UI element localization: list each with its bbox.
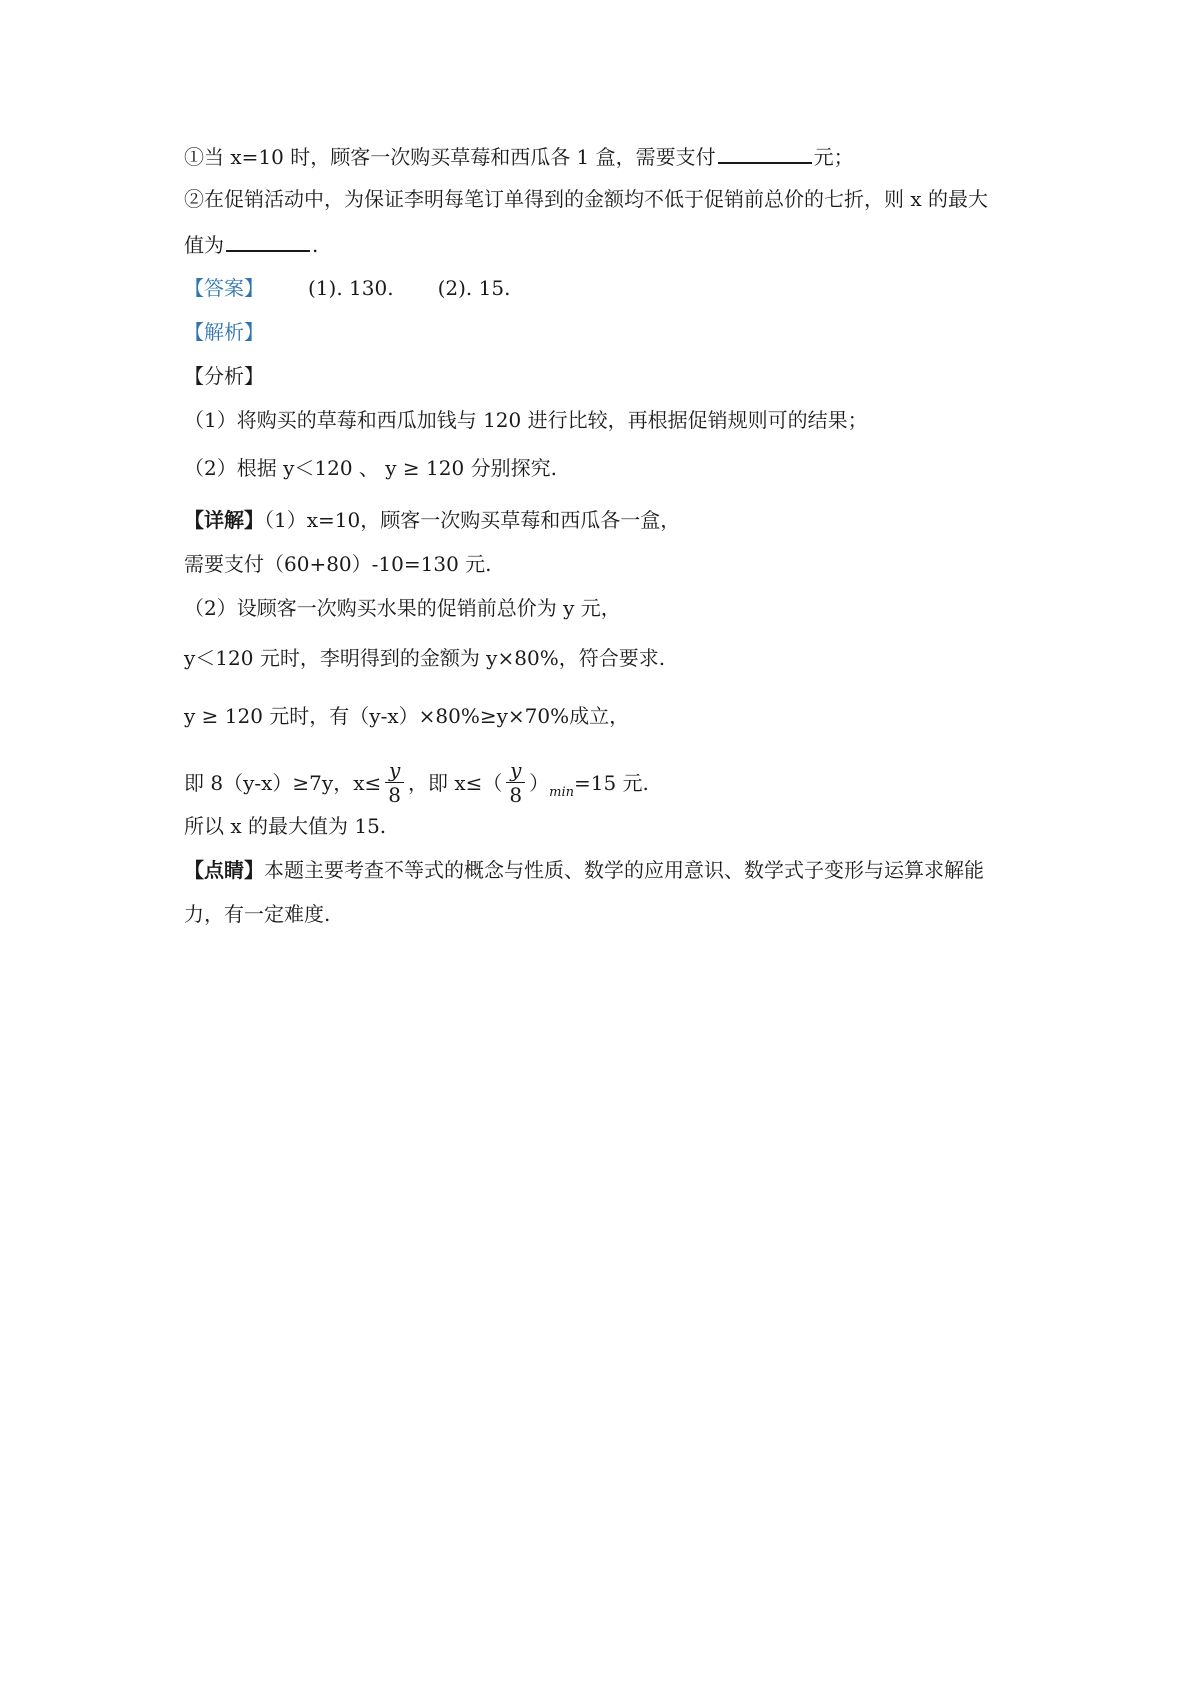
question-part-2: ②在促销活动中，为保证李明每笔订单得到的金额均不低于促销前总价的七折，则 x 的最大 [184, 187, 988, 211]
detail-line-1 [184, 506, 680, 534]
fraction-denominator-2: 8 [509, 783, 523, 807]
detail-line-6-a: 即 8（y-x）≥7y，x≤ [184, 771, 382, 795]
detail-line-6 [184, 760, 649, 809]
dianjing-line-1-text: 本题主要考查不等式的概念与性质、数学的应用意识、数学式子变形与运算求解能 [264, 858, 984, 882]
answer-label: 【答案】 [184, 276, 264, 300]
detail-line-6-d: =15 元. [573, 771, 649, 795]
fraction-y-over-8-min [506, 758, 525, 807]
detail-line-6-b: ，即 x≤（ [407, 771, 503, 795]
answer-blank-1 [718, 142, 812, 164]
detail-line-2: 需要支付（60+80）-10=130 元. [184, 552, 492, 576]
fraction-numerator: y [385, 758, 404, 783]
question-part-2-cont-text: 值为 [184, 233, 224, 257]
fraction-y-over-8 [385, 758, 404, 807]
fenxi-title: 【分析】 [184, 364, 264, 388]
fraction-denominator: 8 [388, 783, 401, 807]
question-part-1-suffix: 元； [813, 145, 854, 169]
dianjing-label: 【点睛】 [184, 858, 264, 882]
answer-blank-2 [226, 230, 310, 252]
detail-line-5: y ≥ 120 元时，有（y-x）×80%≥y×70%成立， [184, 704, 630, 728]
detail-line-4: y＜120 元时，李明得到的金额为 y×80%，符合要求. [184, 646, 666, 670]
dianjing-line-2: 力，有一定难度. [184, 902, 331, 926]
question-part-2-cont [184, 230, 318, 259]
detail-line-6-c: ） [529, 771, 550, 795]
answer-line [184, 274, 510, 302]
answer-item-1: (1). 130. [308, 276, 394, 300]
question-part-1 [184, 142, 854, 171]
question-part-1-text: ①当 x=10 时，顾客一次购买草莓和西瓜各 1 盒，需要支付 [184, 145, 716, 169]
dianjing-line-1 [184, 856, 984, 884]
detail-line-7: 所以 x 的最大值为 15. [184, 814, 387, 838]
min-subscript: min [549, 785, 574, 800]
detail-line-1-text: （1）x=10，顾客一次购买草莓和西瓜各一盒， [264, 508, 681, 532]
fenxi-step-1: （1）将购买的草莓和西瓜加钱与 120 进行比较，再根据促销规则可的结果； [184, 408, 868, 432]
fraction-numerator-2: y [506, 758, 525, 783]
analysis-label: 【解析】 [184, 320, 264, 344]
detail-label: 【详解】 [184, 508, 264, 532]
question-part-2-cont-suffix: . [312, 233, 319, 257]
fenxi-step-2: （2）根据 y＜120 、 y ≥ 120 分别探究. [184, 456, 557, 480]
detail-line-3: （2）设顾客一次购买水果的促销前总价为 y 元， [184, 596, 621, 620]
answer-item-2: (2). 15. [437, 276, 511, 300]
